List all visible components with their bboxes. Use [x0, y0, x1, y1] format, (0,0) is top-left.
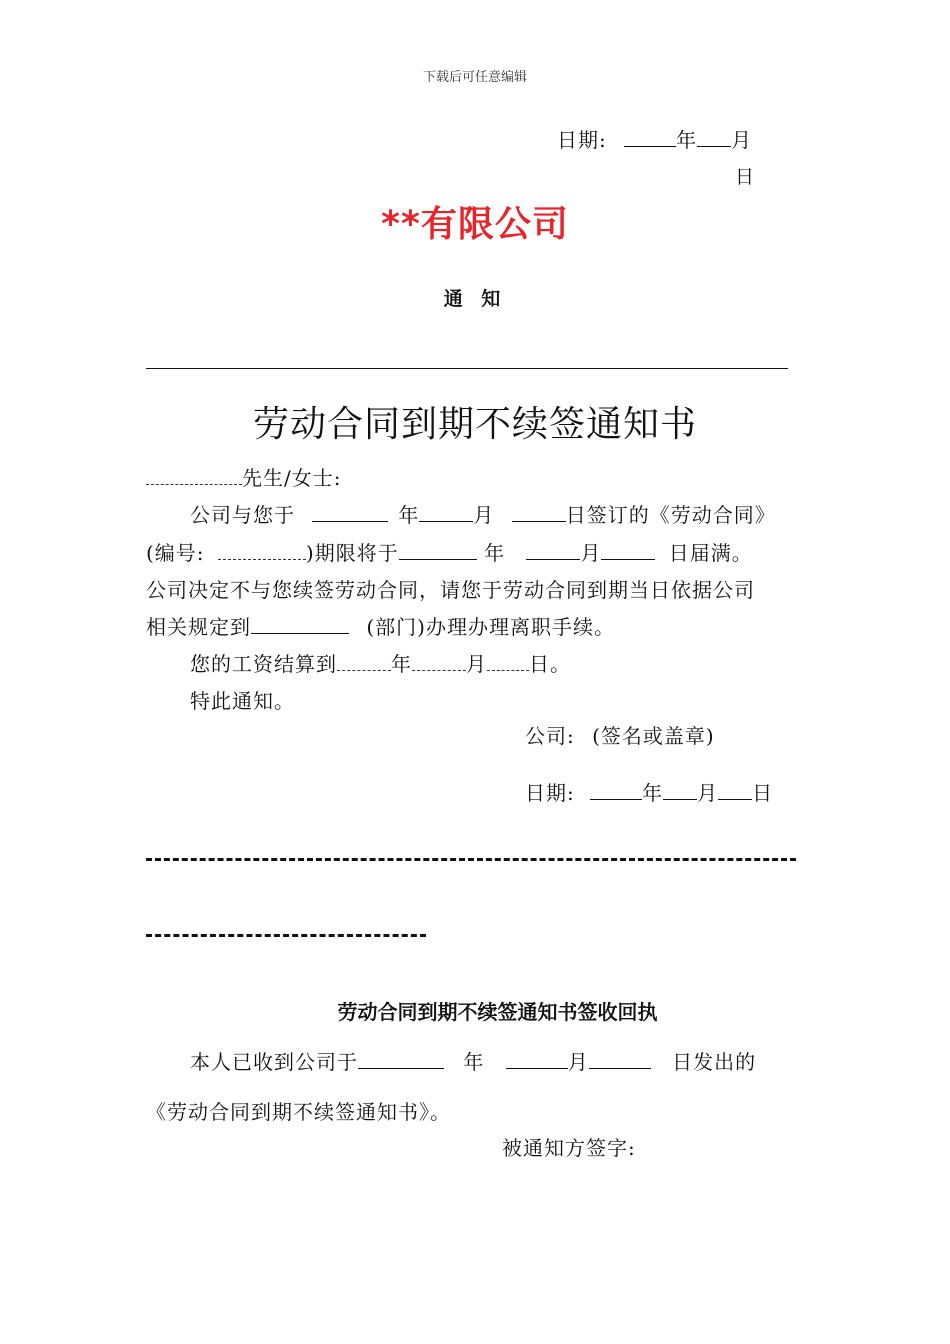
receipt-l1-c: 月 — [567, 1050, 589, 1074]
signature-year-blank — [590, 778, 642, 800]
signature-date-label: 日期: — [525, 781, 575, 805]
body-l5-a: 您的工资结算到 — [190, 652, 337, 676]
receipt-l1-d: 日发出的 — [672, 1050, 757, 1074]
receipt-day-blank — [589, 1047, 651, 1069]
top-date-year: 年 — [676, 128, 698, 152]
body-l1-c: 月 — [473, 503, 495, 527]
body-l5-d: 日。 — [529, 652, 571, 676]
body-l1-b: 年 — [398, 503, 420, 527]
top-date — [557, 124, 752, 153]
contract-number-blank — [218, 544, 306, 560]
signature-year: 年 — [642, 781, 664, 805]
body-l1-a: 公司与您于 — [190, 503, 295, 527]
body-l2-e: 日届满。 — [668, 541, 753, 565]
body-line-6: 特此通知。 — [190, 689, 295, 713]
receipt-l1-a: 本人已收到公司于 — [190, 1050, 358, 1074]
signature-day: 日 — [752, 781, 774, 805]
signature-month-blank — [663, 778, 697, 800]
top-date-month-blank — [697, 125, 731, 147]
company-name: **有限公司 — [381, 204, 569, 245]
receipt-l1-b: 年 — [463, 1050, 485, 1074]
body-l2-a: (编号: — [146, 541, 205, 565]
salary-day-blank — [487, 655, 529, 671]
receipt-title: 劳动合同到期不续签通知书签收回执 — [337, 1000, 658, 1024]
notice-label: 通 知 — [443, 288, 507, 310]
body-line-2 — [146, 537, 753, 566]
expire-month-blank — [526, 538, 580, 560]
document-title: 劳动合同到期不续签通知书 — [252, 404, 697, 445]
body-l4-a: 相关规定到 — [146, 615, 251, 639]
receipt-line-2: 《劳动合同到期不续签通知书》。 — [146, 1100, 451, 1124]
salutation — [146, 462, 341, 491]
sign-day-blank — [512, 500, 566, 522]
expire-year-blank — [399, 538, 477, 560]
expire-day-blank — [601, 538, 655, 560]
receipt-line-1 — [190, 1046, 756, 1075]
body-l5-b: 年 — [391, 652, 412, 676]
receipt-signer: 被通知方签字: — [502, 1136, 636, 1160]
tear-off-line-2 — [146, 934, 426, 937]
sign-month-blank — [419, 500, 473, 522]
signature-company-label: 公司: — [525, 724, 575, 748]
tear-off-line-1 — [146, 858, 796, 861]
body-l1-d: 日签订的《劳动合同》 — [565, 503, 776, 527]
body-l2-c: 年 — [484, 541, 506, 565]
top-date-label: 日期: — [557, 128, 607, 152]
department-blank — [251, 612, 349, 634]
top-date-day: 日 — [735, 166, 755, 188]
salary-month-blank — [412, 655, 466, 671]
body-line-1 — [190, 499, 776, 528]
body-l5-c: 月 — [466, 652, 487, 676]
top-date-month: 月 — [731, 128, 753, 152]
body-line-5 — [190, 648, 571, 677]
header-rule — [146, 368, 788, 369]
sign-year-blank — [312, 500, 388, 522]
signature-month: 月 — [697, 781, 719, 805]
header-watermark: 下载后可任意编辑 — [422, 70, 527, 85]
name-blank — [146, 469, 242, 485]
receipt-month-blank — [506, 1047, 568, 1069]
salary-year-blank — [337, 655, 391, 671]
top-date-year-blank — [624, 125, 676, 147]
body-line-4 — [146, 611, 615, 640]
signature-company-hint: (签名或盖章) — [592, 724, 715, 748]
receipt-year-blank — [358, 1047, 444, 1069]
signature-day-blank — [718, 778, 752, 800]
signature-company — [525, 720, 715, 749]
body-l2-b: )期限将于 — [305, 541, 399, 565]
body-l4-b: (部门)办理办理离职手续。 — [366, 615, 615, 639]
body-l2-d: 月 — [580, 541, 602, 565]
body-line-3: 公司决定不与您续签劳动合同，请您于劳动合同到期当日依据公司 — [146, 578, 755, 602]
signature-date — [525, 777, 773, 806]
salutation-text: 先生/女士: — [242, 466, 342, 490]
